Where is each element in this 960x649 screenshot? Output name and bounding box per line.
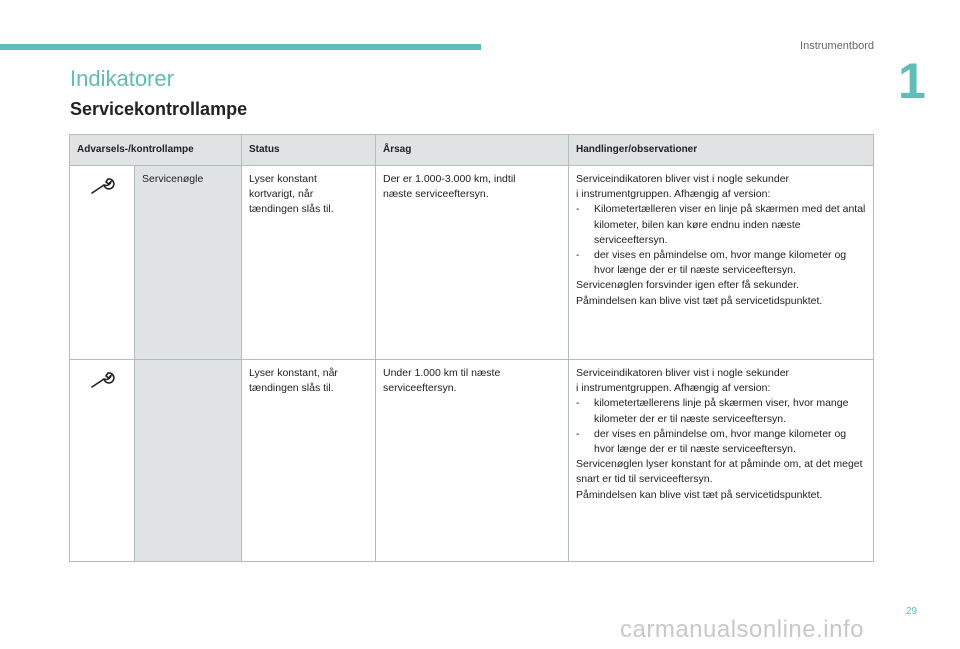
cause-cell xyxy=(376,360,569,562)
action-line: Påmindelsen kan blive vist tæt på servicetidspunktet. xyxy=(576,488,823,501)
action-line: Serviceindikatoren bliver vist i nogle sekunder xyxy=(576,173,790,185)
chapter-number: 1 xyxy=(898,53,926,109)
wrench-icon xyxy=(89,370,115,390)
action-line: Serviceindikatoren bliver vist i nogle sekunder xyxy=(576,367,790,379)
action-line: i instrumentgruppen. Afhængig af version: xyxy=(576,188,771,201)
cause-line: Under 1.000 km til næste xyxy=(383,367,501,379)
watermark: carmanualsonline.info xyxy=(620,616,864,643)
bullet-text: der vises en påmindelse om, hvor mange kilometer og hvor længe der er til næste serviceeftersyn. xyxy=(594,427,847,456)
bullet-text: Kilometertælleren viser en linje på skærmen med det antal kilometer, bilen kan køre endnu inden næste serviceeftersyn. xyxy=(594,203,866,246)
col-header-lamp: Advarsels-/kontrollampe xyxy=(70,135,242,166)
lamp-name: Servicenøgle xyxy=(135,166,242,360)
status-line: tændingen slås til. xyxy=(249,382,334,395)
status-line: Lyser konstant, når xyxy=(249,367,338,379)
table-row xyxy=(70,360,874,562)
actions-cell xyxy=(569,166,874,360)
bullet-text: der vises en påmindelse om, hvor mange kilometer og hvor længe der er til næste serviceeftersyn. xyxy=(594,249,847,277)
table-row xyxy=(70,166,874,360)
lamp-icon-cell xyxy=(70,166,135,360)
action-line: Påmindelsen kan blive vist tæt på servicetidspunktet. xyxy=(576,294,823,307)
status-line: tændingen slås til. xyxy=(249,203,334,216)
status-line: Lyser konstant xyxy=(249,173,317,185)
action-line: Servicenøglen lyser konstant for at påminde om, at det meget snart er tid til serviceeftersyn. xyxy=(576,458,863,486)
action-bullet: - der vises en påmindelse om, hvor mange kilometer og hvor længe der er til næste serviceeftersyn. xyxy=(576,427,847,456)
page-title: Indikatorer xyxy=(70,66,174,91)
action-bullet: - der vises en påmindelse om, hvor mange kilometer og hvor længe der er til næste serviceeftersyn. xyxy=(576,249,847,277)
cause-line: serviceeftersyn. xyxy=(383,382,457,395)
col-header-cause: Årsag xyxy=(376,135,569,166)
action-line: Servicenøglen forsvinder igen efter få sekunder. xyxy=(576,279,799,292)
status-cell xyxy=(242,166,376,360)
header-accent-bar xyxy=(0,44,481,50)
wrench-icon xyxy=(89,176,115,196)
section-title: Servicekontrollampe xyxy=(70,99,248,119)
col-header-actions: Handlinger/observationer xyxy=(569,135,874,166)
action-bullet: - Kilometertælleren viser en linje på skærmen med det antal kilometer, bilen kan køre endnu inden næste serviceeftersyn. xyxy=(576,203,866,246)
cause-cell xyxy=(376,166,569,360)
page-number: 29 xyxy=(906,606,918,617)
action-line: i instrumentgruppen. Afhængig af version: xyxy=(576,382,771,395)
cause-line: næste serviceeftersyn. xyxy=(383,188,489,201)
status-cell xyxy=(242,360,376,562)
col-header-status: Status xyxy=(242,135,376,166)
actions-cell xyxy=(569,360,874,562)
cause-line: Der er 1.000-3.000 km, indtil xyxy=(383,173,516,185)
lamp-name xyxy=(135,360,242,562)
status-line: kortvarigt, når xyxy=(249,188,314,201)
action-bullet: - kilometertællerens linje på skærmen viser, hvor mange kilometer der er til næste serviceeftersyn. xyxy=(576,397,849,425)
section-label: Instrumentbord xyxy=(800,40,874,52)
table-header-row xyxy=(70,135,874,166)
lamp-icon-cell xyxy=(70,360,135,562)
indicator-table xyxy=(69,134,874,562)
bullet-text: kilometertællerens linje på skærmen viser, hvor mange kilometer der er til næste serviceeftersyn. xyxy=(594,397,849,425)
